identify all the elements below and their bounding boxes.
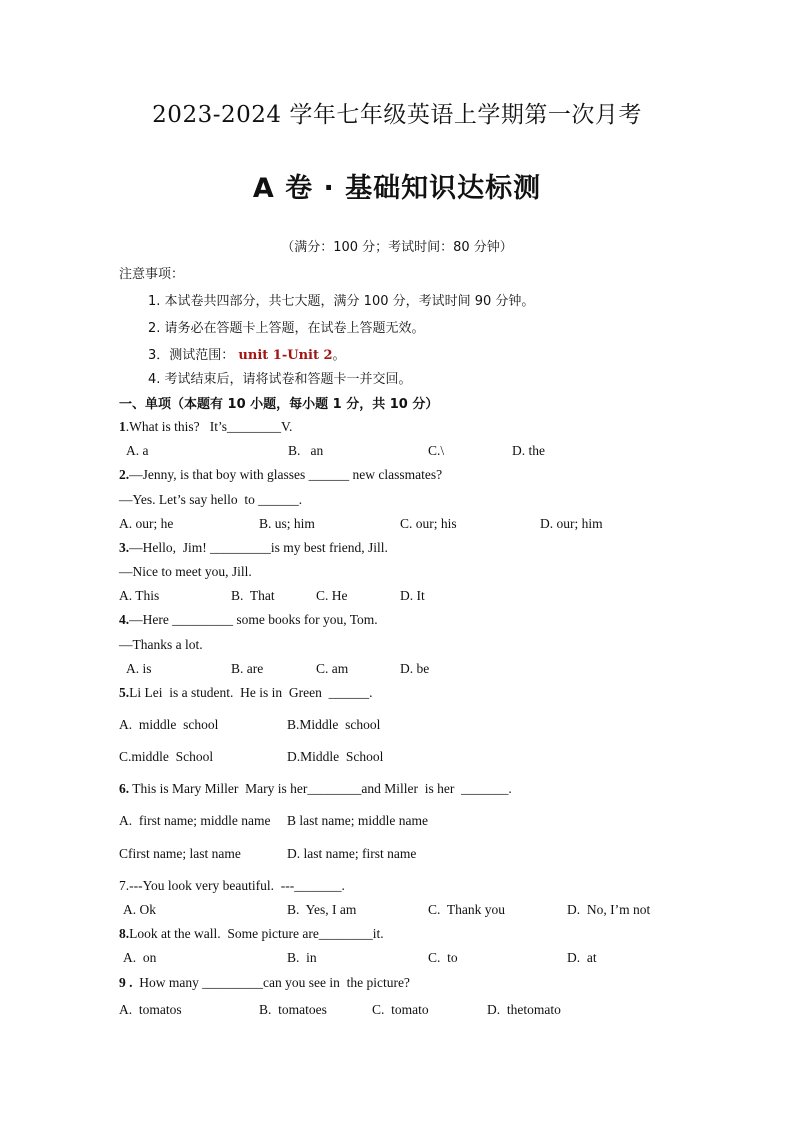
question-number: 1	[119, 419, 126, 434]
q1-option-d: D. the	[512, 443, 545, 458]
exam-title: 2023-2024 学年七年级英语上学期第一次月考	[152, 102, 642, 128]
question-2-stem	[119, 467, 442, 483]
question-8-stem	[119, 926, 384, 942]
question-number: 9 .	[119, 975, 133, 990]
q2-option-b: B. us; him	[259, 516, 315, 531]
note-3	[148, 344, 346, 363]
question-6-stem	[119, 781, 512, 797]
q3-option-d: D. It	[400, 588, 425, 603]
q1-option-b: B. an	[288, 443, 324, 458]
question-number: 7.	[119, 878, 130, 893]
question-text: Li Lei is a student. He is in Green ______.	[129, 685, 373, 700]
question-9-stem	[119, 975, 410, 991]
q9-option-c: C. tomato	[372, 1002, 429, 1017]
q8-option-a: A. on	[123, 950, 157, 965]
question-number: 3.	[119, 540, 130, 555]
q2-option-d: D. our; him	[540, 516, 603, 531]
question-5-stem	[119, 685, 372, 701]
q4-option-a: A. is	[126, 661, 152, 676]
q7-option-a: A. Ok	[123, 902, 156, 917]
question-1-stem	[119, 419, 292, 435]
q7-option-d: D. No, I’m not	[567, 902, 651, 917]
question-text: Look at the wall. Some picture are________it.	[129, 926, 384, 941]
question-7-stem	[119, 878, 345, 894]
q4-option-c: C. am	[316, 661, 349, 676]
question-4-stem-2: —Thanks a lot.	[119, 637, 203, 652]
q2-option-a: A. our; he	[119, 516, 174, 531]
q9-option-a: A. tomatos	[119, 1002, 182, 1017]
question-4-stem	[119, 612, 378, 628]
q3-option-b: B. That	[231, 588, 275, 603]
test-range: unit 1-Unit 2	[238, 348, 333, 363]
question-number: 8.	[119, 926, 130, 941]
question-text: —Here _________ some books for you, Tom.	[129, 612, 378, 627]
exam-meta: （满分：100 分；考试时间：80 分钟）	[281, 240, 513, 255]
note-3-suffix: 。	[332, 348, 346, 363]
q7-option-b: B. Yes, I am	[287, 902, 357, 917]
q6-option-c: Cfirst name; last name	[119, 846, 241, 861]
question-text: .What is this? It’s________V.	[125, 419, 293, 434]
q3-option-a: A. This	[119, 588, 160, 603]
q8-option-d: D. at	[567, 950, 597, 965]
q9-option-d: D. thetomato	[487, 1002, 561, 1017]
note-3-prefix: 3．测试范围：	[148, 348, 235, 363]
q4-option-d: D. be	[400, 661, 430, 676]
note-1: 1. 本试卷共四部分，共七大题，满分 100 分，考试时间 90 分钟。	[148, 294, 535, 309]
section-heading: 一、单项（本题有 10 小题，每小题 1 分，共 10 分）	[119, 397, 439, 412]
q6-option-d: D. last name; first name	[287, 846, 417, 861]
question-3-stem	[119, 540, 388, 556]
q1-option-a: A. a	[126, 443, 149, 458]
q1-option-c: C.\	[428, 443, 445, 458]
q6-option-a: A. first name; middle name	[119, 813, 271, 828]
question-3-stem-2: —Nice to meet you, Jill.	[119, 564, 252, 579]
q6-option-b: B last name; middle name	[287, 813, 428, 828]
q2-option-c: C. our; his	[400, 516, 457, 531]
question-text: —Hello, Jim! _________is my best friend, Jill.	[129, 540, 388, 555]
q3-option-c: C. He	[316, 588, 348, 603]
q5-option-a: A. middle school	[119, 717, 219, 732]
question-number: 5.	[119, 685, 130, 700]
question-number: 4.	[119, 612, 130, 627]
q5-option-d: D.Middle School	[287, 749, 384, 764]
note-2: 2. 请务必在答题卡上答题，在试卷上答题无效。	[148, 321, 425, 336]
notes-heading: 注意事项：	[119, 267, 185, 282]
q7-option-c: C. Thank you	[428, 902, 505, 917]
question-text: ---You look very beautiful. ---_______.	[129, 878, 345, 893]
question-2-stem-2: —Yes. Let’s say hello to ______.	[119, 492, 303, 507]
question-text: —Jenny, is that boy with glasses ______ new classmates?	[129, 467, 443, 482]
question-text: How many _________can you see in the picture?	[132, 975, 410, 990]
q9-option-b: B. tomatoes	[259, 1002, 327, 1017]
question-number: 2.	[119, 467, 130, 482]
question-number: 6.	[119, 781, 130, 796]
q4-option-b: B. are	[231, 661, 264, 676]
q5-option-c: C.middle School	[119, 749, 214, 764]
q5-option-b: B.Middle school	[287, 717, 381, 732]
question-text: This is Mary Miller Mary is her________and Miller is her _______.	[129, 781, 512, 796]
exam-subtitle: A 卷 · 基础知识达标测	[252, 173, 542, 204]
note-4: 4. 考试结束后，请将试卷和答题卡一并交回。	[148, 372, 412, 387]
q8-option-b: B. in	[287, 950, 317, 965]
q8-option-c: C. to	[428, 950, 458, 965]
